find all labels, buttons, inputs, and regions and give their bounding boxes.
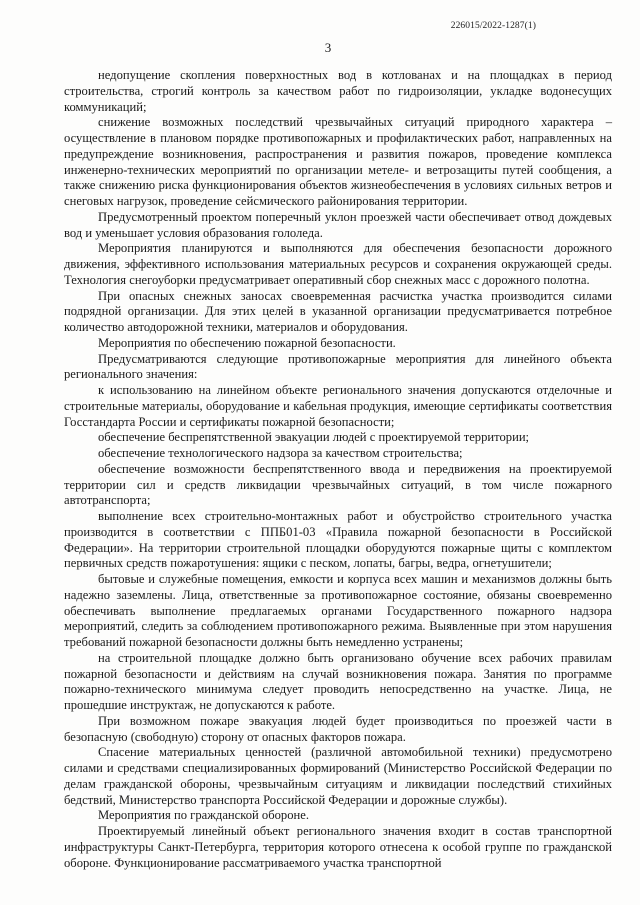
paragraph: недопущение скопления поверхностных вод в котлованах и на площадках в период строительства, строгий контроль за качеством работ по гидроизоляции, укладке водонесущих коммуникаций; (64, 68, 612, 114)
paragraph: обеспечение беспрепятственной эвакуации людей с проектируемой территории; (98, 430, 530, 445)
paragraph: бытовые и служебные помещения, емкости и корпуса всех машин и механизмов должны быть надежно заземлены. Лица, ответственные за противопожарное состояние, обязаны своевременно обеспечивать выполнение предлагаемых органами Государственного пожарного надзора мероприятий, следить за соблюдением противопожарного режима. Выявленные при этом нарушения требований пожарной безопасности должны быть немедленно устранены; (64, 572, 612, 649)
paragraph: Мероприятия планируются и выполняются для обеспечения безопасности дорожного движения, эффективного использования материальных ресурсов и сохранения окружающей среды. Технология снегоуборки предусматривает оперативный сбор снежных масс с дорожного полотна. (64, 241, 612, 287)
page-number: 3 (324, 40, 332, 55)
paragraph: снижение возможных последствий чрезвычайных ситуаций природного характера – осуществление в плановом порядке противопожарных и профилактических работ, направленных на предупреждение возникновения, распространения и развития пожаров, проведение комплекса инженерно-технических мероприятий по организации метеле- и ветрозащиты путей сообщения, а также снижению риска функционирования объектов жизнеобеспечения в условиях сильных ветров и снеговых нагрузок, проведение сейсмического районирования территории. (64, 115, 612, 208)
document-number: 226015/2022-1287(1) (450, 21, 536, 31)
paragraph: обеспечение возможности беспрепятственного ввода и передвижения на проектируемой территории сил и средств ликвидации чрезвычайных ситуаций, в том числе пожарного автотранспорта; (64, 461, 612, 508)
paragraph: При опасных снежных заносах своевременная расчистка участка производится силами подрядной организации. Для этих целей в указанной организации предусматривается потребное количество автодорожной техники, материалов и оборудования. (64, 288, 612, 334)
paragraph: выполнение всех строительно-монтажных работ и обустройство строительного участка производится в соответствии с ППБ01-03 «Правила пожарной безопасности в Российской Федерации». На территории строительной площадки оборудуются пожарные щиты с комплектом первичных средств пожаротушения: ящики с песком, лопаты, багры, ведра, огнетушители; (64, 509, 612, 571)
paragraph: Предусмотренный проектом поперечный уклон проезжей части обеспечивает отвод дождевых вод и уменьшает условия образования гололеда. (64, 209, 612, 240)
paragraph: к использованию на линейном объекте регионального значения допускаются отделочные и строительные материалы, оборудование и кабельная продукция, имеющие сертификаты соответствия Госстандарта России и сертификаты пожарной безопасности; (64, 383, 612, 429)
paragraph: Предусматриваются следующие противопожарные мероприятия для линейного объекта регионального значения: (64, 351, 612, 382)
paragraph: При возможном пожаре эвакуация людей будет производиться по проезжей части в безопасную (свободную) сторону от опасных факторов пожара. (64, 713, 612, 744)
paragraph: Мероприятия по гражданской обороне. (98, 808, 309, 823)
paragraph: Проектируемый линейный объект регионального значения входит в состав транспортной инфраструктуры Санкт-Петербурга, территория которого отнесена к особой группе по гражданской обороне. Функционирование рассматриваемого участка транспортной (64, 824, 612, 870)
paragraph: Мероприятия по обеспечению пожарной безопасности. (98, 335, 396, 350)
paragraph: Спасение материальных ценностей (различной автомобильной техники) предусмотрено силами и средствами специализированных формирований (Министерство Российской Федерации по делам гражданской обороны, чрезвычайным ситуациям и ликвидации последствий стихийных бедствий, Министерство транспорта Российской Федерации и дорожные службы). (64, 745, 612, 807)
paragraph: на строительной площадке должно быть организовано обучение всех рабочих правилам пожарной безопасности и действиям на случай возникновения пожара. Занятия по программе пожарно-технического минимума следует проводить непосредственно на участке. Лица, не прошедшие инструктаж, не допускаются к работе. (64, 650, 612, 712)
paragraph: обеспечение технологического надзора за качеством строительства; (98, 446, 463, 460)
document-body (64, 68, 612, 871)
